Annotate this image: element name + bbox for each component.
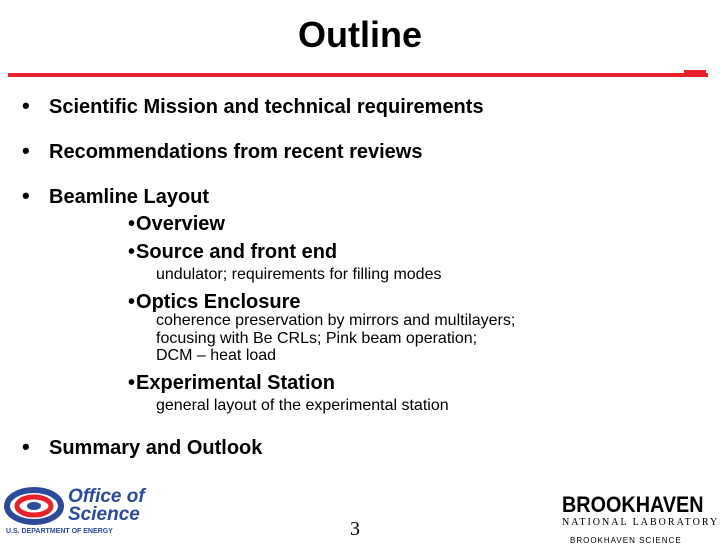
office-of-science-wordmark: Office of Science [68,486,145,525]
bullet-dot: • [22,183,30,208]
subbullet-dot: • [128,291,136,313]
doe-wordmark: U.S. DEPARTMENT OF ENERGY [6,528,113,535]
bullet-dot: • [22,93,30,118]
subbullet-text: Experimental Station [136,372,335,394]
bullet-text: Recommendations from recent reviews [49,141,423,163]
bullet-recommendations [22,139,422,164]
page-number: 3 [350,518,360,540]
national-laboratory-text: NATIONAL LABORATORY [562,517,720,528]
subbullet-dot: • [128,213,136,235]
title-underline-accent [684,70,706,73]
slide-title: Outline [298,14,422,55]
bullet-dot: • [22,138,30,163]
bullet-dot: • [22,434,30,459]
detail-undulator: undulator; requirements for filling modes [156,266,442,283]
brookhaven-science-text: BROOKHAVEN SCIENCE [570,536,682,545]
subbullet-optics-enclosure [128,290,301,314]
brookhaven-logo [562,492,720,546]
detail-coherence: coherence preservation by mirrors and multilayers; [156,312,516,329]
bullet-scientific-mission [22,94,484,119]
bullet-text: Summary and Outlook [49,437,263,459]
subbullet-experimental-station [128,371,335,395]
detail-dcm: DCM – heat load [156,347,277,364]
bullet-text: Beamline Layout [49,186,210,208]
subbullet-text: Optics Enclosure [136,291,301,313]
detail-focusing: focusing with Be CRLs; Pink beam operation; [156,330,478,347]
subbullet-overview [128,212,225,236]
bullet-beamline-layout [22,184,209,209]
bullet-summary-outlook [22,435,262,460]
office-of-science-logo [4,486,152,538]
detail-general-layout: general layout of the experimental station [156,397,449,414]
subbullet-text: Source and front end [136,241,338,263]
doe-swoosh-icon [4,486,64,526]
subbullet-source-front-end [128,240,337,264]
bullet-text: Scientific Mission and technical requirements [49,96,484,118]
subbullet-text: Overview [136,213,225,235]
brookhaven-wordmark: BROOKHAVEN [562,492,704,517]
subbullet-dot: • [128,372,136,394]
title-underline [8,73,708,77]
subbullet-dot: • [128,241,136,263]
